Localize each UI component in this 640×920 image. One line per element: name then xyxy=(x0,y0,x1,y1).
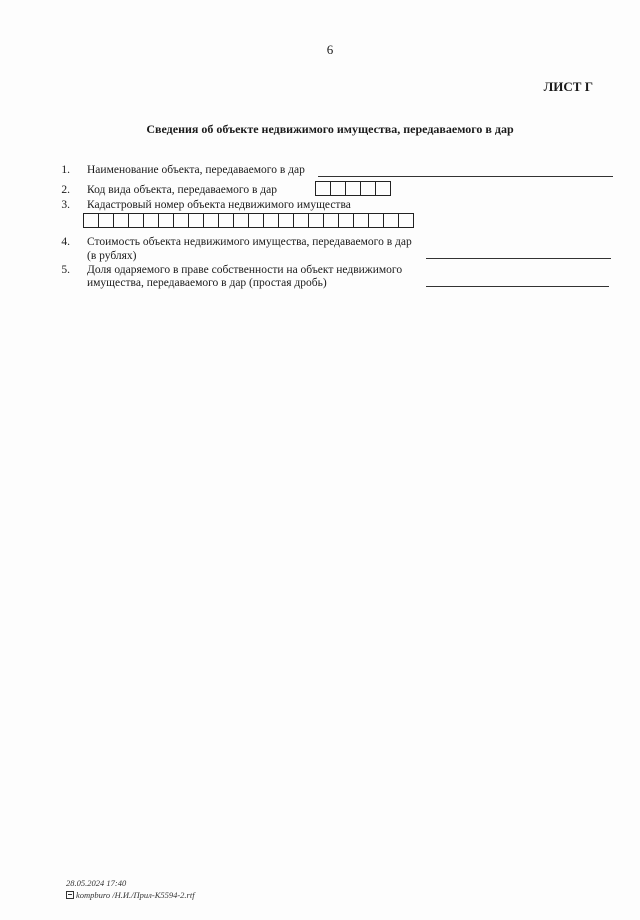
code-cell[interactable] xyxy=(316,182,331,195)
cadastral-cell[interactable] xyxy=(294,214,309,227)
cadastral-cell[interactable] xyxy=(249,214,264,227)
code-cell[interactable] xyxy=(331,182,346,195)
cadastral-cell[interactable] xyxy=(279,214,294,227)
cadastral-cell[interactable] xyxy=(399,214,414,227)
sheet-label: ЛИСТ Г xyxy=(543,79,593,94)
cadastral-cell[interactable] xyxy=(324,214,339,227)
footer-timestamp: 28.05.2024 17:40 xyxy=(66,878,127,888)
item-number: 4. xyxy=(61,236,70,248)
cadastral-cell[interactable] xyxy=(339,214,354,227)
page-number: 6 xyxy=(326,42,334,57)
cadastral-cell[interactable] xyxy=(384,214,399,227)
footer-file-path: kompburo /Н.И./Прил-К5594-2.rtf xyxy=(76,890,195,900)
ownership-share-field[interactable] xyxy=(426,286,609,287)
code-cell[interactable] xyxy=(361,182,376,195)
item-label-line1: Стоимость объекта недвижимого имущества, передаваемого в дар xyxy=(87,236,412,248)
item-number: 2. xyxy=(61,184,70,196)
cadastral-cell[interactable] xyxy=(354,214,369,227)
item-label-line1: Доля одаряемого в праве собственности на объект недвижимого xyxy=(87,264,403,276)
cadastral-cell[interactable] xyxy=(99,214,114,227)
section-title: Сведения об объекте недвижимого имущества, передаваемого в дар xyxy=(146,122,514,136)
cadastral-cell[interactable] xyxy=(234,214,249,227)
cadastral-cell[interactable] xyxy=(114,214,129,227)
object-type-code-cells[interactable] xyxy=(315,181,391,196)
property-value-field[interactable] xyxy=(426,258,611,259)
item-label: Кадастровый номер объекта недвижимого имущества xyxy=(87,199,351,211)
item-number: 5. xyxy=(61,264,70,276)
footer-file xyxy=(66,890,195,900)
item-number: 1. xyxy=(61,164,70,176)
cadastral-cell[interactable] xyxy=(369,214,384,227)
cadastral-cell[interactable] xyxy=(219,214,234,227)
item-label: Код вида объекта, передаваемого в дар xyxy=(87,184,277,196)
item-number: 3. xyxy=(61,199,70,211)
cadastral-cell[interactable] xyxy=(204,214,219,227)
cadastral-cell[interactable] xyxy=(174,214,189,227)
cadastral-cell[interactable] xyxy=(189,214,204,227)
cadastral-cell[interactable] xyxy=(84,214,99,227)
cadastral-cell[interactable] xyxy=(144,214,159,227)
item-label: Наименование объекта, передаваемого в дар xyxy=(87,164,305,176)
cadastral-number-cells[interactable] xyxy=(83,213,414,228)
cadastral-cell[interactable] xyxy=(159,214,174,227)
item-label-line2: (в рублях) xyxy=(87,250,137,262)
item-label-line2: имущества, передаваемого в дар (простая дробь) xyxy=(87,277,327,289)
file-icon xyxy=(66,891,74,899)
code-cell[interactable] xyxy=(376,182,391,195)
cadastral-cell[interactable] xyxy=(264,214,279,227)
code-cell[interactable] xyxy=(346,182,361,195)
object-name-field[interactable] xyxy=(318,176,613,177)
cadastral-cell[interactable] xyxy=(309,214,324,227)
cadastral-cell[interactable] xyxy=(129,214,144,227)
